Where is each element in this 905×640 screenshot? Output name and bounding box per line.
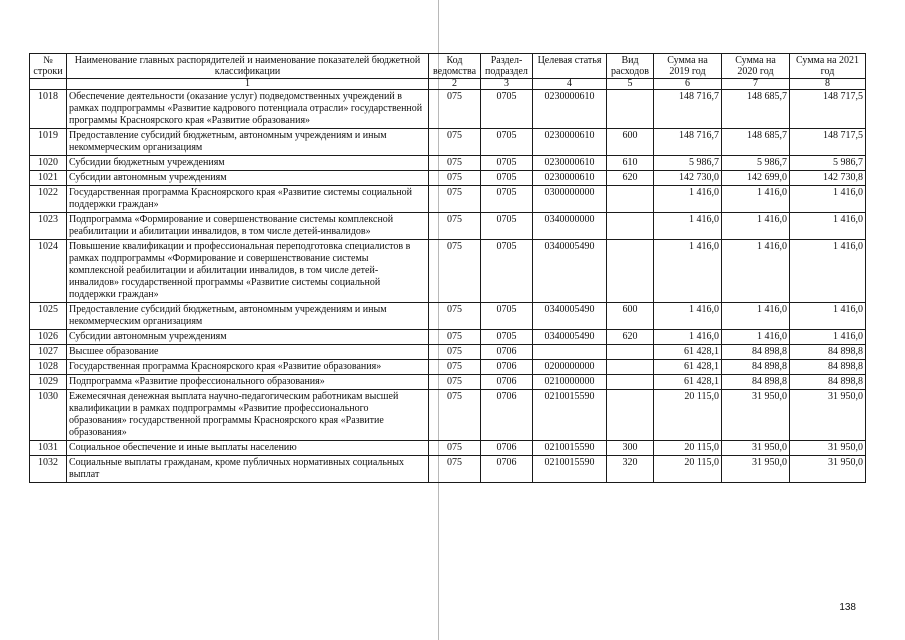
sum-2020-cell: 1 416,0 [722,330,790,345]
table-body [30,90,866,483]
section-cell: 0706 [481,375,533,390]
column-number: 5 [607,79,654,90]
table-row [30,156,866,171]
header-section: Раздел-подраздел [481,54,533,79]
sum-2020-cell: 1 416,0 [722,240,790,303]
expense-type-cell: 610 [607,156,654,171]
row-number-cell: 1020 [30,156,67,171]
column-number [30,79,67,90]
row-number-cell: 1028 [30,360,67,375]
header-sum-2020: Сумма на 2020 год [722,54,790,79]
row-name-cell: Подпрограмма «Развитие профессионального образования» [67,375,429,390]
sum-2020-cell: 148 685,7 [722,90,790,129]
section-cell: 0705 [481,240,533,303]
department-code-cell: 075 [429,240,481,303]
table-row [30,390,866,441]
expense-type-cell [607,240,654,303]
header-department-code: Код ведомства [429,54,481,79]
section-cell: 0705 [481,213,533,240]
sum-2020-cell: 31 950,0 [722,441,790,456]
table-row [30,375,866,390]
sum-2021-cell: 148 717,5 [790,129,866,156]
sum-2019-cell: 142 730,0 [654,171,722,186]
column-number: 6 [654,79,722,90]
sum-2021-cell: 148 717,5 [790,90,866,129]
sum-2021-cell: 142 730,8 [790,171,866,186]
department-code-cell: 075 [429,456,481,483]
column-number: 1 [67,79,429,90]
sum-2020-cell: 1 416,0 [722,186,790,213]
expense-type-cell [607,90,654,129]
department-code-cell: 075 [429,345,481,360]
section-cell: 0706 [481,456,533,483]
row-name-cell: Государственная программа Красноярского края «Развитие системы социальной поддержки граждан» [67,186,429,213]
header-name: Наименование главных распорядителей и наименование показателей бюджетной классификации [67,54,429,79]
row-number-cell: 1030 [30,390,67,441]
row-name-cell: Социальное обеспечение и иные выплаты населению [67,441,429,456]
table-row [30,186,866,213]
department-code-cell: 075 [429,330,481,345]
target-article-cell: 0210000000 [533,375,607,390]
header-sum-2019: Сумма на 2019 год [654,54,722,79]
target-article-cell: 0210015590 [533,456,607,483]
sum-2020-cell: 1 416,0 [722,213,790,240]
sum-2019-cell: 61 428,1 [654,360,722,375]
table-header-row [30,54,866,79]
sum-2020-cell: 31 950,0 [722,390,790,441]
expense-type-cell: 600 [607,303,654,330]
section-cell: 0706 [481,441,533,456]
section-cell: 0705 [481,303,533,330]
row-name-cell: Государственная программа Красноярского края «Развитие образования» [67,360,429,375]
sum-2020-cell: 84 898,8 [722,360,790,375]
row-number-cell: 1024 [30,240,67,303]
target-article-cell: 0230000610 [533,129,607,156]
expense-type-cell [607,345,654,360]
target-article-cell: 0300000000 [533,186,607,213]
table-row [30,360,866,375]
department-code-cell: 075 [429,303,481,330]
table-row [30,171,866,186]
expense-type-cell: 300 [607,441,654,456]
row-name-cell: Ежемесячная денежная выплата научно-педагогическим работникам высшей квалификации в рамках подпрограммы «Развитие профессионального образования» государственной программы Красноярского края «Развитие образования» [67,390,429,441]
department-code-cell: 075 [429,375,481,390]
column-number-row [30,79,866,90]
sum-2020-cell: 148 685,7 [722,129,790,156]
department-code-cell: 075 [429,186,481,213]
target-article-cell: 0210015590 [533,441,607,456]
target-article-cell: 0210015590 [533,390,607,441]
row-name-cell: Предоставление субсидий бюджетным, автономным учреждениям и иным некоммерческим организациям [67,129,429,156]
sum-2021-cell: 31 950,0 [790,441,866,456]
sum-2021-cell: 1 416,0 [790,186,866,213]
expense-type-cell: 620 [607,330,654,345]
row-number-cell: 1025 [30,303,67,330]
expense-type-cell: 320 [607,456,654,483]
page-number: 138 [839,602,856,613]
section-cell: 0706 [481,345,533,360]
department-code-cell: 075 [429,156,481,171]
sum-2021-cell: 31 950,0 [790,390,866,441]
row-name-cell: Предоставление субсидий бюджетным, автономным учреждениям и иным некоммерческим организациям [67,303,429,330]
sum-2019-cell: 1 416,0 [654,240,722,303]
sum-2021-cell: 1 416,0 [790,303,866,330]
sum-2019-cell: 148 716,7 [654,90,722,129]
department-code-cell: 075 [429,360,481,375]
expense-type-cell: 600 [607,129,654,156]
expense-type-cell [607,360,654,375]
header-row-number: № строки [30,54,67,79]
section-cell: 0705 [481,156,533,171]
column-number: 7 [722,79,790,90]
sum-2020-cell: 84 898,8 [722,375,790,390]
department-code-cell: 075 [429,171,481,186]
row-number-cell: 1031 [30,441,67,456]
sum-2021-cell: 1 416,0 [790,330,866,345]
sum-2019-cell: 61 428,1 [654,345,722,360]
table-row [30,330,866,345]
sum-2021-cell: 1 416,0 [790,240,866,303]
department-code-cell: 075 [429,213,481,240]
expense-type-cell [607,375,654,390]
table-row [30,456,866,483]
table-row [30,90,866,129]
section-cell: 0705 [481,129,533,156]
sum-2019-cell: 1 416,0 [654,213,722,240]
sum-2019-cell: 20 115,0 [654,390,722,441]
column-number: 2 [429,79,481,90]
row-name-cell: Высшее образование [67,345,429,360]
sum-2020-cell: 31 950,0 [722,456,790,483]
target-article-cell: 0200000000 [533,360,607,375]
section-cell: 0705 [481,330,533,345]
target-article-cell: 0340000000 [533,213,607,240]
row-number-cell: 1021 [30,171,67,186]
target-article-cell: 0340005490 [533,303,607,330]
column-number: 4 [533,79,607,90]
sum-2019-cell: 1 416,0 [654,303,722,330]
budget-table [29,53,866,483]
expense-type-cell [607,186,654,213]
expense-type-cell [607,213,654,240]
sum-2021-cell: 5 986,7 [790,156,866,171]
sum-2020-cell: 84 898,8 [722,345,790,360]
row-number-cell: 1032 [30,456,67,483]
sum-2019-cell: 148 716,7 [654,129,722,156]
sum-2019-cell: 1 416,0 [654,330,722,345]
target-article-cell: 0230000610 [533,156,607,171]
sum-2019-cell: 5 986,7 [654,156,722,171]
sum-2021-cell: 84 898,8 [790,360,866,375]
sum-2019-cell: 61 428,1 [654,375,722,390]
table-row [30,213,866,240]
target-article-cell: 0340005490 [533,240,607,303]
sum-2019-cell: 20 115,0 [654,441,722,456]
sum-2019-cell: 1 416,0 [654,186,722,213]
row-name-cell: Субсидии бюджетным учреждениям [67,156,429,171]
sum-2021-cell: 84 898,8 [790,345,866,360]
department-code-cell: 075 [429,129,481,156]
section-cell: 0705 [481,90,533,129]
table-row [30,303,866,330]
row-name-cell: Социальные выплаты гражданам, кроме публичных нормативных социальных выплат [67,456,429,483]
sum-2020-cell: 5 986,7 [722,156,790,171]
row-number-cell: 1023 [30,213,67,240]
table-row [30,345,866,360]
section-cell: 0705 [481,186,533,213]
header-sum-2021: Сумма на 2021 год [790,54,866,79]
sum-2021-cell: 31 950,0 [790,456,866,483]
table-row [30,240,866,303]
table-row [30,129,866,156]
department-code-cell: 075 [429,390,481,441]
header-target-article: Целевая статья [533,54,607,79]
row-name-cell: Обеспечение деятельности (оказание услуг) подведомственных учреждений в рамках подпрограммы «Развитие кадрового потенциала отрасли» государственной программы Красноярского края «Развитие образования» [67,90,429,129]
row-name-cell: Подпрограмма «Формирование и совершенствование системы комплексной реабилитации и абилитации инвалидов, в том числе детей-инвалидов» [67,213,429,240]
row-number-cell: 1027 [30,345,67,360]
target-article-cell: 0340005490 [533,330,607,345]
row-number-cell: 1018 [30,90,67,129]
sum-2020-cell: 142 699,0 [722,171,790,186]
target-article-cell [533,345,607,360]
column-number: 8 [790,79,866,90]
sum-2019-cell: 20 115,0 [654,456,722,483]
sum-2021-cell: 84 898,8 [790,375,866,390]
row-number-cell: 1022 [30,186,67,213]
department-code-cell: 075 [429,441,481,456]
section-cell: 0706 [481,360,533,375]
row-number-cell: 1026 [30,330,67,345]
row-name-cell: Субсидии автономным учреждениям [67,171,429,186]
sum-2021-cell: 1 416,0 [790,213,866,240]
table-row [30,441,866,456]
row-name-cell: Повышение квалификации и профессиональная переподготовка специалистов в рамках подпрограммы «Формирование и совершенствование системы комплексной реабилитации и абилитации инвалидов, в том числе детей-инвалидов» государственной программы «Развитие системы социальной поддержки граждан» [67,240,429,303]
row-name-cell: Субсидии автономным учреждениям [67,330,429,345]
column-number: 3 [481,79,533,90]
sum-2020-cell: 1 416,0 [722,303,790,330]
section-cell: 0706 [481,390,533,441]
header-expense-type: Вид расходов [607,54,654,79]
target-article-cell: 0230000610 [533,90,607,129]
department-code-cell: 075 [429,90,481,129]
row-number-cell: 1029 [30,375,67,390]
target-article-cell: 0230000610 [533,171,607,186]
expense-type-cell: 620 [607,171,654,186]
section-cell: 0705 [481,171,533,186]
expense-type-cell [607,390,654,441]
row-number-cell: 1019 [30,129,67,156]
